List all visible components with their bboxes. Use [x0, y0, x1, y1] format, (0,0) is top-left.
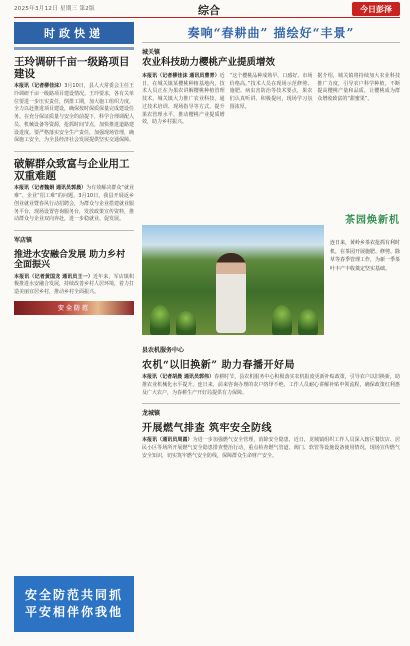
- news-text: 3月10日，县人大常委会主任王玲调研千亩一级路项目建设情况。王玲要求，各有关单位要进一步压实责任，倒排工期，加大施工组织力度，全力以赴推进项目建设，确保按时保质保量完成建设任务。在充分保证质量与安全的前提下，科学合理调配人员、机械设备等资源，抢抓时间节点，加快推进道路建设进度。要严格落实安全生产责任，加强现场管理，确保施工安全，为全县经济社会发展提供坚实交通保障。: [14, 83, 135, 144]
- news-dateline: 本报讯（记者黄国龙 通讯员王一）: [14, 273, 93, 280]
- news-brief-box: 时政快递: [14, 22, 134, 44]
- header-rule: [14, 17, 400, 18]
- plant-shape: [298, 309, 318, 335]
- article-text-body: 近日，在城关镇某樱桃种植基地内，技术人员正在为果农讲解樱桃种植管理技术。城关镇大力推广农业科技，通过技术培训、现场指导等方式，提升果农管理水平，推动樱桃产业提质增效，助力乡村振兴。: [142, 72, 225, 126]
- feature-title: 奏响“春耕曲” 描绘好“丰景”: [187, 26, 355, 40]
- article-headline: 开展燃气排查 筑牢安全防线: [142, 423, 272, 435]
- news-headline: 破解群众致富与企业用工双重难题: [14, 158, 130, 183]
- news-item: [14, 56, 134, 145]
- news-dateline: 本报讯（记者魏娟 通讯员郭晨）: [14, 185, 87, 192]
- news-item: [14, 158, 134, 224]
- article-headline: 农业科技助力樱桃产业提质增效: [142, 57, 276, 68]
- article-text: [142, 73, 225, 127]
- article-dateline: 本报讯（记者胡晨 通讯员郭伟）: [142, 374, 215, 380]
- divider: [14, 151, 134, 152]
- tea-garden-photo: [142, 225, 324, 335]
- news-body: [14, 274, 134, 297]
- divider: [142, 403, 400, 404]
- news-tag: 军店镇: [14, 237, 33, 244]
- article-tag: 龙城镇: [142, 410, 161, 418]
- article-dateline: 本报讯（通讯员周圆）: [142, 437, 193, 444]
- article-tag: 县农机服务中心: [142, 347, 185, 354]
- news-body: [14, 185, 134, 224]
- issue-date: 2025年3月12日 星期三 第2版: [14, 6, 95, 12]
- plant-shape: [272, 305, 292, 335]
- article-text: [142, 374, 400, 397]
- section-title: 综合: [198, 4, 220, 17]
- article-col: [230, 73, 313, 127]
- news-text: 近年来，军店镇积极推进水安融合发展，持续改善乡村人居环境，着力打造美丽宜居乡村，推动乡村全面振兴。: [14, 273, 135, 296]
- article-columns: [142, 73, 400, 127]
- news-dateline: 本报讯（记者柳佳沫）: [14, 83, 65, 90]
- article-headline: 农机“以旧换新” 助力春播开好局: [142, 360, 295, 371]
- divider: [14, 230, 134, 231]
- article-text-body: 为进一步加强燃气安全管理，消除安全隐患，近日，龙城镇组织工作人员深入辖区餐饮店、居民小区等场所开展燃气安全隐患排查整治行动，重点检查燃气管道、阀门、软管等设施设备使用情况，现场宣传燃气安全知识，切实筑牢燃气安全防线，保障群众生命财产安全。: [142, 437, 400, 459]
- safety-slogan-box: [14, 576, 134, 632]
- article-cherry: [142, 47, 400, 207]
- plant-shape: [150, 305, 170, 335]
- farmer-figure: [216, 253, 246, 333]
- news-text: 为有效解决群众“就业难”、企业“招工难”的问题，3月10日，我县开展返乡创业就业暨春风行动招聘会，为群众与企业搭建就业服务平台，现场设置咨询服务台，发放政策宣传资料，推动群众与企业双向奔赴，进一步稳就业、促发展。: [14, 185, 135, 223]
- article-dateline: 本报讯（记者柳佳沫 通讯员曹青）: [142, 72, 220, 79]
- news-body: [14, 83, 134, 145]
- article-machinery: [142, 345, 400, 397]
- article-text-body: 春耕时节，县农机服务中心积极落实农机报废更新补贴政策，引导农户以旧换新，助推农业机械化水平提升。连日来，前来咨询办理的农户络绎不绝，工作人员耐心讲解补贴申领流程，确保政策红利惠及广大农户，为春耕生产开好局提供有力保障。: [142, 374, 400, 396]
- news-headline: 推进水安融合发展 助力乡村全面振兴: [14, 250, 126, 271]
- article-text: “这个樱桃品种成熟早、口感好、市场价格高。”技术人员在现场示范修剪、施肥、病虫害防治等技术要点，果农们认真听讲、积极提问，现场学习氛围浓厚。: [229, 72, 313, 110]
- photo-strip: 安全防范: [14, 301, 134, 315]
- news-headline: 王玲调研千亩一级路项目建设: [14, 56, 130, 81]
- article-tag: 城关镇: [142, 49, 161, 56]
- plant-shape: [176, 311, 196, 335]
- article-text: 据介绍，城关镇将持续加大农业科技推广力度，引导农户科学种植，不断提高樱桃产量和品质，让樱桃成为群众增收致富的“甜蜜果”。: [317, 72, 401, 103]
- photo-caption: 连日来，黄岭乡茶农抢抓有利时机，在茶园开展施肥、修剪、除草等春季管理工作，为新一季茶叶丰产丰收奠定坚实基础。: [330, 240, 401, 272]
- news-item: [14, 235, 134, 297]
- news-brief-decoration: [14, 47, 134, 50]
- left-column: [14, 20, 134, 646]
- article-gas: [142, 408, 400, 460]
- article-text: [142, 437, 400, 460]
- tea-garden-section: [142, 209, 400, 341]
- right-column: [142, 20, 400, 461]
- slogan-line: 平安相伴你我他: [24, 605, 123, 619]
- section-head: 茶园焕新机: [345, 215, 400, 226]
- slogan-line: 安全防范共同抓: [24, 587, 123, 602]
- newspaper-logo: 今日彭泽: [352, 2, 400, 16]
- article-col: [317, 73, 400, 127]
- article-col: [142, 73, 225, 127]
- feature-banner: [142, 23, 400, 43]
